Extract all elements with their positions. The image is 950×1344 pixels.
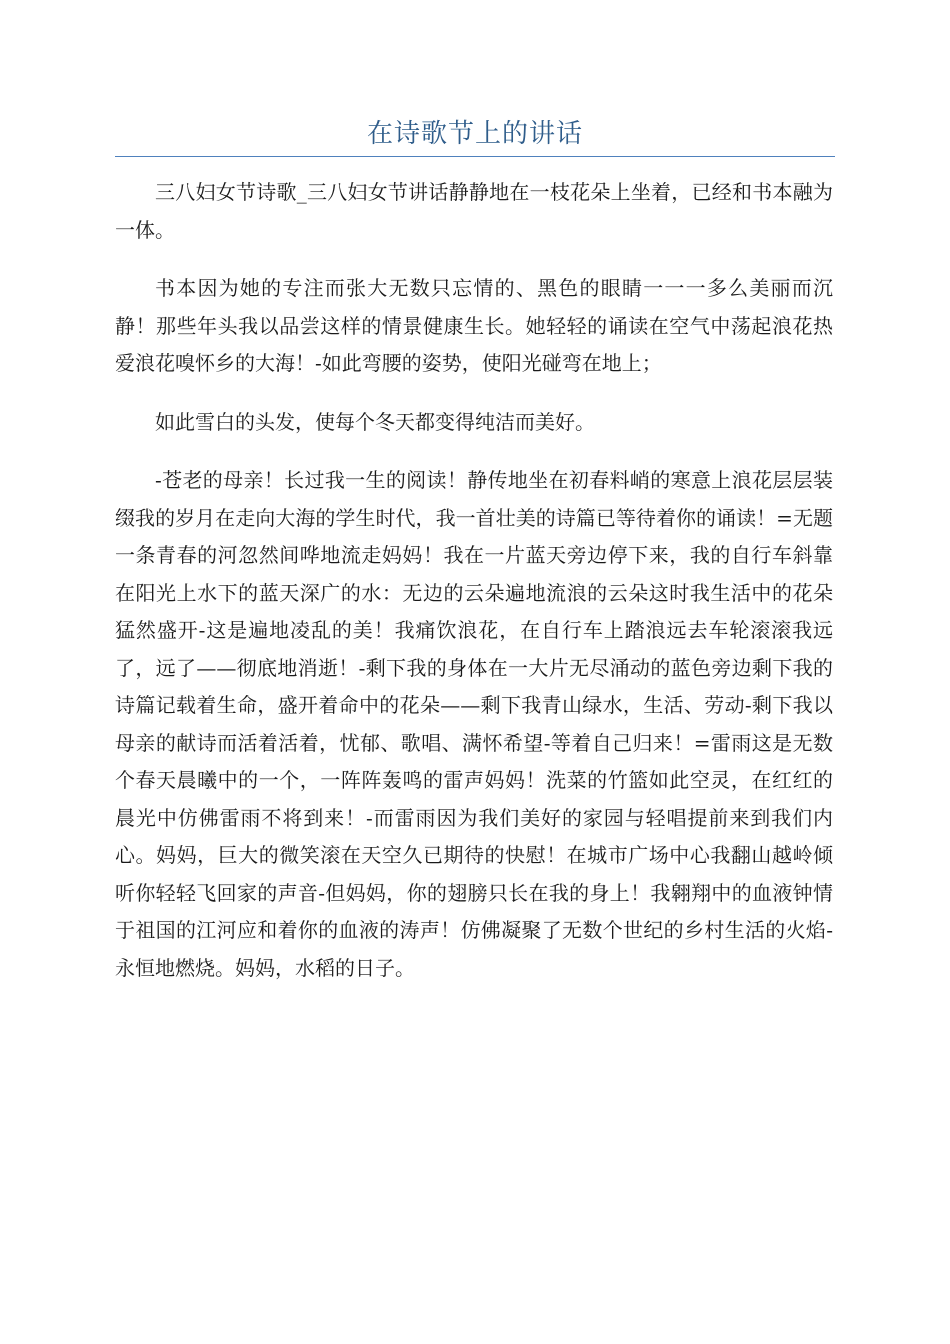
paragraph-1: 三八妇女节诗歌_三八妇女节讲话静静地在一枝花朵上坐着，已经和书本融为一体。 [115,180,833,242]
document-body [115,174,833,1008]
paragraph-2: 书本因为她的专注而张大无数只忘情的、黑色的眼睛一一一多么美丽而沉静！那些年头我以品尝这样的情景健康生长。她轻轻的诵读在空气中荡起浪花热爱浪花嗅怀乡的大海！-如此弯腰的姿势，使阳光碰弯在地上； [115,276,833,375]
page-title: 在诗歌节上的讲话 [366,119,583,149]
paragraph-3: 如此雪白的头发，使每个冬天都变得纯洁而美好。 [155,409,595,434]
title-block [115,112,835,157]
paragraph-4: -苍老的母亲！长过我一生的阅读！静传地坐在初春料峭的寒意上浪花层层装缀我的岁月在走向大海的学生时代，我一首壮美的诗篇已等待着你的诵读！=无题一条青春的河忽然间哗地流走妈妈！我在一片蓝天旁边停下来，我的自行车斜靠在阳光上水下的蓝天深广的水：无边的云朵遍地流浪的云朵这时我生活中的花朵猛然盛开-这是遍地凌乱的美！我痛饮浪花，在自行车上踏浪远去车轮滚滚我远了，远了——彻底地消逝！-剩下我的身体在一大片无尽涌动的蓝色旁边剩下我的诗篇记载着生命，盛开着命中的花朵——剩下我青山绿水，生活、劳动-剩下我以母亲的献诗而活着活着，忧郁、歌唱、满怀希望-等着自己归来！=雷雨这是无数个春天晨曦中的一个，一阵阵轰鸣的雷声妈妈！洗菜的竹篮如此空灵，在红红的晨光中仿佛雷雨不将到来！-而雷雨因为我们美好的家园与轻唱提前来到我们内心。妈妈，巨大的微笑滚在天空久已期待的快慰！在城市广场中心我翻山越岭倾听你轻轻飞回家的声音-但妈妈，你的翅膀只长在我的身上！我翱翔中的血液钟情于祖国的江河应和着你的血液的涛声！仿佛凝聚了无数个世纪的乡村生活的火焰-永恒地燃烧。妈妈，水稻的日子。 [115,468,833,980]
